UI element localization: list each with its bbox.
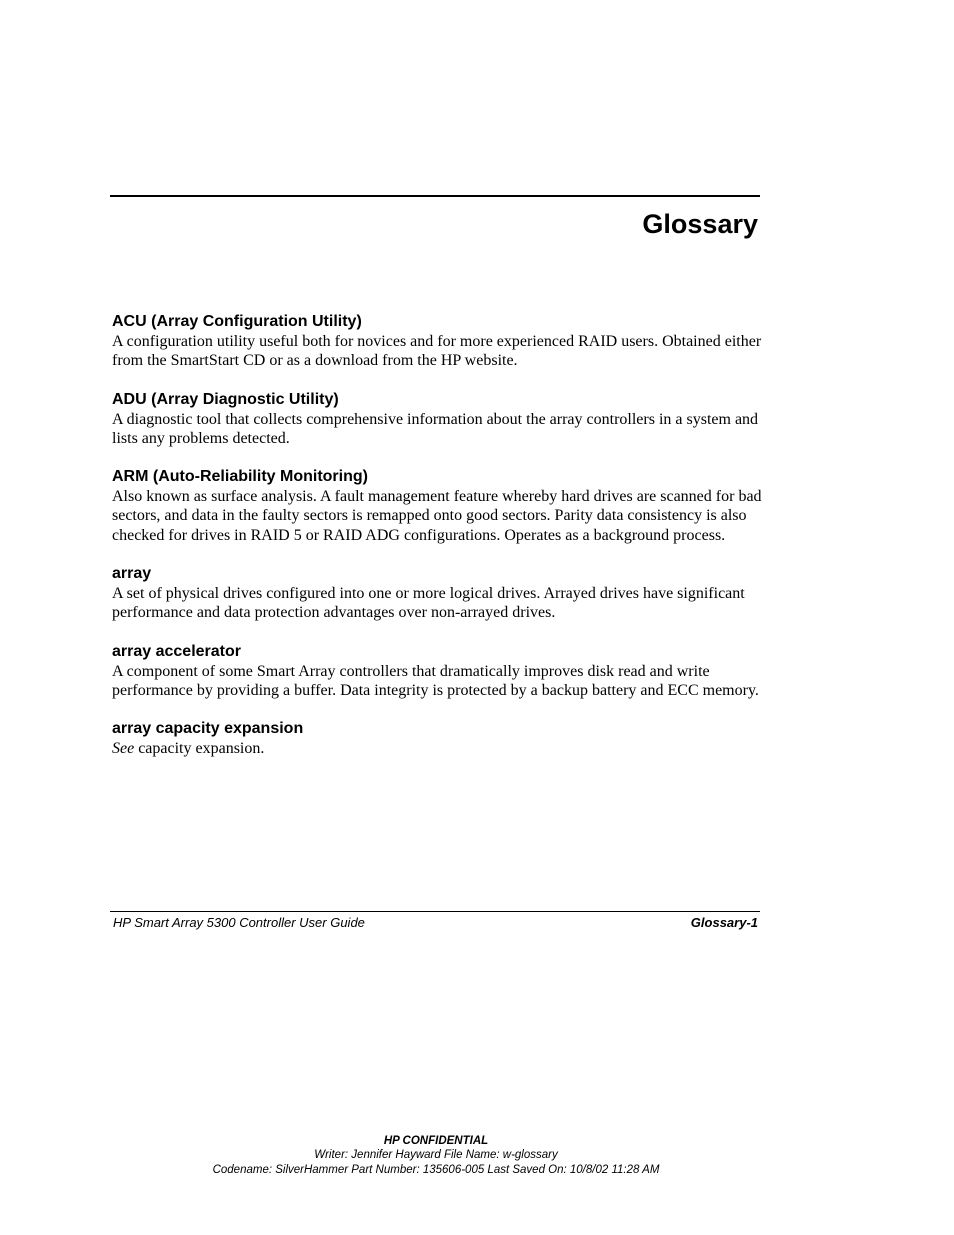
glossary-term: ACU (Array Configuration Utility) [112,313,362,330]
glossary-definition: A diagnostic tool that collects comprehensive information about the array controllers in a system and lists any problems detected. [112,410,759,447]
glossary-term: array capacity expansion [112,720,304,738]
glossary-definition: A component of some Smart Array controllers that dramatically improves disk read and write performance by providing a buffer. Data integrity is protected by a backup battery and ECC memory. [112,662,759,699]
glossary-term: ADU (Array Diagnostic Utility) [112,390,339,408]
glossary-definition: Also known as surface analysis. A fault management feature whereby hard drives are scanned for bad sectors, and data in the faulty sectors is remapped onto good sectors. Parity data consistency is also checked for drives in RAID 5 or RAID ADG configurations. Operates as a background process. [112,488,762,544]
glossary-entry-adu [112,390,762,449]
glossary-list [112,312,762,778]
see-reference-label: See [112,740,135,758]
glossary-entry-acu [112,312,762,371]
footer-rule [110,911,760,912]
glossary-term: array [112,565,152,583]
footer-guide-title: HP Smart Array 5300 Controller User Guide [113,915,365,930]
confidential-notice [0,1134,872,1177]
page-title: Glossary [642,209,758,239]
confidential-writer-line: Writer: Jennifer Hayward File Name: w-glossary [314,1149,558,1162]
glossary-entry-array [112,564,762,623]
glossary-term: array accelerator [112,642,241,660]
glossary-definition: A configuration utility useful both for novices and for more experienced RAID users. Obtained either from the SmartStart CD or as a download from the HP website. [112,333,762,370]
glossary-entry-arm [112,467,762,545]
glossary-definition [112,739,762,758]
confidential-title: HP CONFIDENTIAL [383,1135,489,1147]
glossary-entry-array-capacity-expansion [112,719,762,758]
glossary-entry-array-accelerator [112,642,762,701]
footer-page-number: Glossary-1 [690,915,758,930]
see-reference-target: capacity expansion. [134,740,265,758]
glossary-term: ARM (Auto-Reliability Monitoring) [112,468,368,486]
confidential-part-line: Codename: SilverHammer Part Number: 135606-005 Last Saved On: 10/8/02 11:28 AM [212,1163,660,1176]
glossary-definition: A set of physical drives configured into one or more logical drives. Arrayed drives have significant performance and data protection advantages over non-arrayed drives. [112,585,745,622]
title-rule [110,195,760,197]
